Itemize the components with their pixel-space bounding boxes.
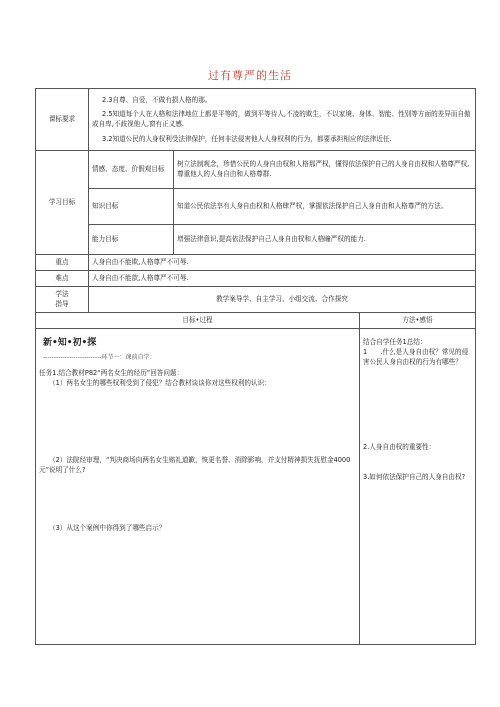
objective-row [36, 224, 476, 254]
reflection-intro: 结合自学任务1总结： [363, 337, 427, 346]
question-1: （1）两名女生的哪些权利受到了侵犯？结合教材谈谈你对这些权利的认识： [49, 379, 271, 388]
question-3: （3）从这个案例中你得到了哪些启示？ [49, 523, 166, 532]
question-2: （2）法院经审理，“判决商场向两名女生赔礼道歉，恢更名誉、消除影响，并支付精神损失抚慰金4000元”说明了什么? [39, 455, 351, 474]
page-title: 过有尊严的生活 [208, 69, 292, 82]
difficulty-label: 难点 [36, 270, 89, 286]
objective-name: 能力目标 [89, 224, 174, 254]
difficulty-row [36, 270, 476, 286]
curriculum-label: 课标要求 [36, 89, 89, 151]
reflection-item-2: 2.人身自由权的重要性： [363, 442, 436, 451]
reflection-item-3: 3.如何依法保护自己的人身自由权? [363, 472, 466, 481]
curriculum-row [36, 89, 476, 151]
objective-text: 树立法制观念，珍惜公民的人身自由权和人格那严权，懂得依法保护自己的人身自由权和人格尊严权,尊重他人的人身自由和人格尊群. [174, 150, 476, 188]
objective-text: 增强法律意识,提高依法保护自己人身自由权和人格瞳严权的能力. [174, 224, 476, 254]
key-point-label: 重点 [36, 254, 89, 270]
method-header: 方法•感悟 [360, 312, 476, 328]
process-header: 目标•过程 [36, 312, 360, 328]
objective-name: 知识目标 [89, 188, 174, 224]
curriculum-line: 2.5知道每个人在人格和法律地位上都是平等的，做到平等待人,不凌的欺生，不以家境、身体、智能、性别等方面的差异而自傲或自卑,不歧视他人,窗有正义感. [92, 110, 471, 129]
method-text: 教学案导学、自主学习、小组交流、合作探究 [89, 286, 476, 312]
curriculum-line: 2.3自尊、自爱，不做有损人格的那。 [102, 96, 212, 104]
process-row [36, 328, 476, 644]
objective-row [36, 150, 476, 188]
objective-row [36, 188, 476, 224]
key-point-text: 人身自由不能欺,人格尊严不可辱. [89, 254, 476, 270]
task-text: 任务1.结合教材P82“两名女生的经历”回答问题： [39, 369, 184, 378]
curriculum-content [89, 89, 476, 151]
lesson-plan-table [35, 88, 476, 645]
key-point-row [36, 254, 476, 270]
method-row [36, 286, 476, 312]
method-label: 学法 指导 [36, 286, 89, 312]
process-cell [36, 328, 360, 644]
objective-name: 情感、态度、价假观目标 [89, 150, 174, 188]
column-header-row [36, 312, 476, 328]
objectives-label: 学习目标 [36, 150, 89, 254]
curriculum-line: 3.2知道公民的人身权利受法律保护，任何非法侵害他人人身权利的行为，都要承担相应的法律近任. [102, 134, 392, 143]
process-divider: ---------------------------环节一：课前自学： [43, 353, 156, 361]
objective-text: 知道公民依法享有人身自由权和人格肆严权，掌握依法保护自己人身自由和人格尊严的方法。 [174, 188, 476, 224]
reflection-cell [360, 328, 476, 644]
reflection-item-1: 1 .什么是人身自由权？常见的侵害公民人身自由权的行为有哪些？ [363, 348, 469, 367]
difficulty-text: 人身自由不能歆,人格尊严不可辱. [89, 270, 476, 286]
process-heading: 新•知•初•探 [43, 337, 97, 348]
